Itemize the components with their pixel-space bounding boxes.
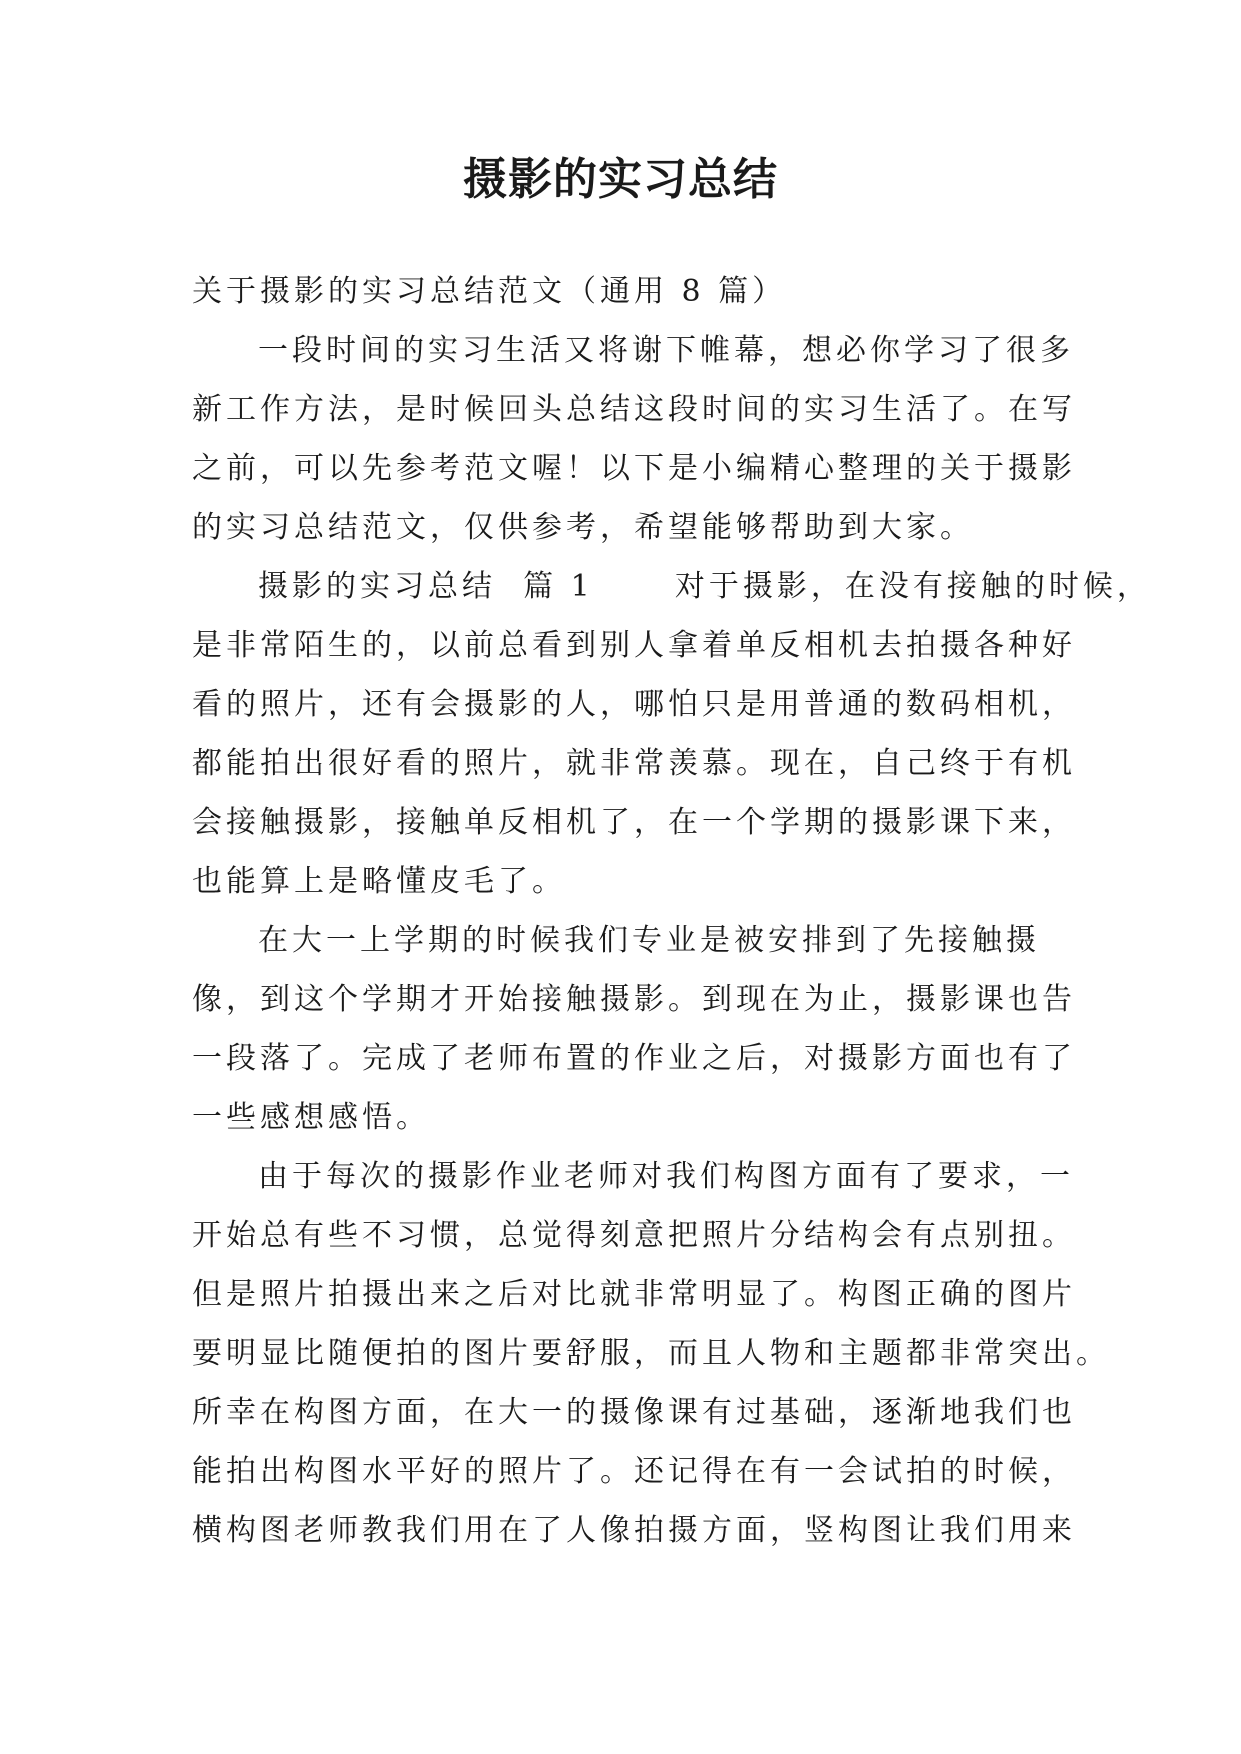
paragraph-line: 的实习总结范文，仅供参考，希望能够帮助到大家。 (192, 510, 974, 545)
paragraph-line: 要明显比随便拍的图片要舒服，而且人物和主题都非常突出。 (192, 1336, 1110, 1371)
section-heading-line: 摄影的实习总结 篇 1 对于摄影，在没有接触的时候， (258, 569, 1151, 604)
document-title: 摄影的实习总结 (463, 154, 778, 205)
paragraph-line: 开始总有些不习惯，总觉得刻意把照片分结构会有点别扭。 (192, 1218, 1076, 1253)
intro-heading-line: 关于摄影的实习总结范文（通用 8 篇） (192, 274, 787, 309)
paragraph-line: 会接触摄影，接触单反相机了，在一个学期的摄影课下来， (192, 805, 1076, 840)
paragraph-line: 一段落了。完成了老师布置的作业之后，对摄影方面也有了 (192, 1041, 1076, 1076)
paragraph-line: 横构图老师教我们用在了人像拍摄方面，竖构图让我们用来 (192, 1513, 1076, 1548)
paragraph-line: 在大一上学期的时候我们专业是被安排到了先接触摄 (258, 923, 1040, 958)
paragraph-line: 所幸在构图方面，在大一的摄像课有过基础，逐渐地我们也 (192, 1395, 1076, 1430)
paragraph-line: 看的照片，还有会摄影的人，哪怕只是用普通的数码相机， (192, 687, 1076, 722)
paragraph-line: 一些感想感悟。 (192, 1100, 430, 1135)
paragraph-line: 之前，可以先参考范文喔！以下是小编精心整理的关于摄影 (192, 451, 1076, 486)
paragraph-line: 一段时间的实习生活又将谢下帷幕，想必你学习了很多 (258, 333, 1074, 368)
paragraph-line: 也能算上是略懂皮毛了。 (192, 864, 566, 899)
paragraph-line: 都能拍出很好看的照片，就非常羡慕。现在，自己终于有机 (192, 746, 1076, 781)
paragraph-line: 是非常陌生的，以前总看到别人拿着单反相机去拍摄各种好 (192, 628, 1076, 663)
document-body (192, 262, 1151, 1560)
paragraph-line: 但是照片拍摄出来之后对比就非常明显了。构图正确的图片 (192, 1277, 1076, 1312)
paragraph-line: 由于每次的摄影作业老师对我们构图方面有了要求，一 (258, 1159, 1074, 1194)
paragraph-line: 新工作方法，是时候回头总结这段时间的实习生活了。在写 (192, 392, 1076, 427)
paragraph-line: 能拍出构图水平好的照片了。还记得在有一会试拍的时候， (192, 1454, 1076, 1489)
paragraph-line: 像，到这个学期才开始接触摄影。到现在为止，摄影课也告 (192, 982, 1076, 1017)
